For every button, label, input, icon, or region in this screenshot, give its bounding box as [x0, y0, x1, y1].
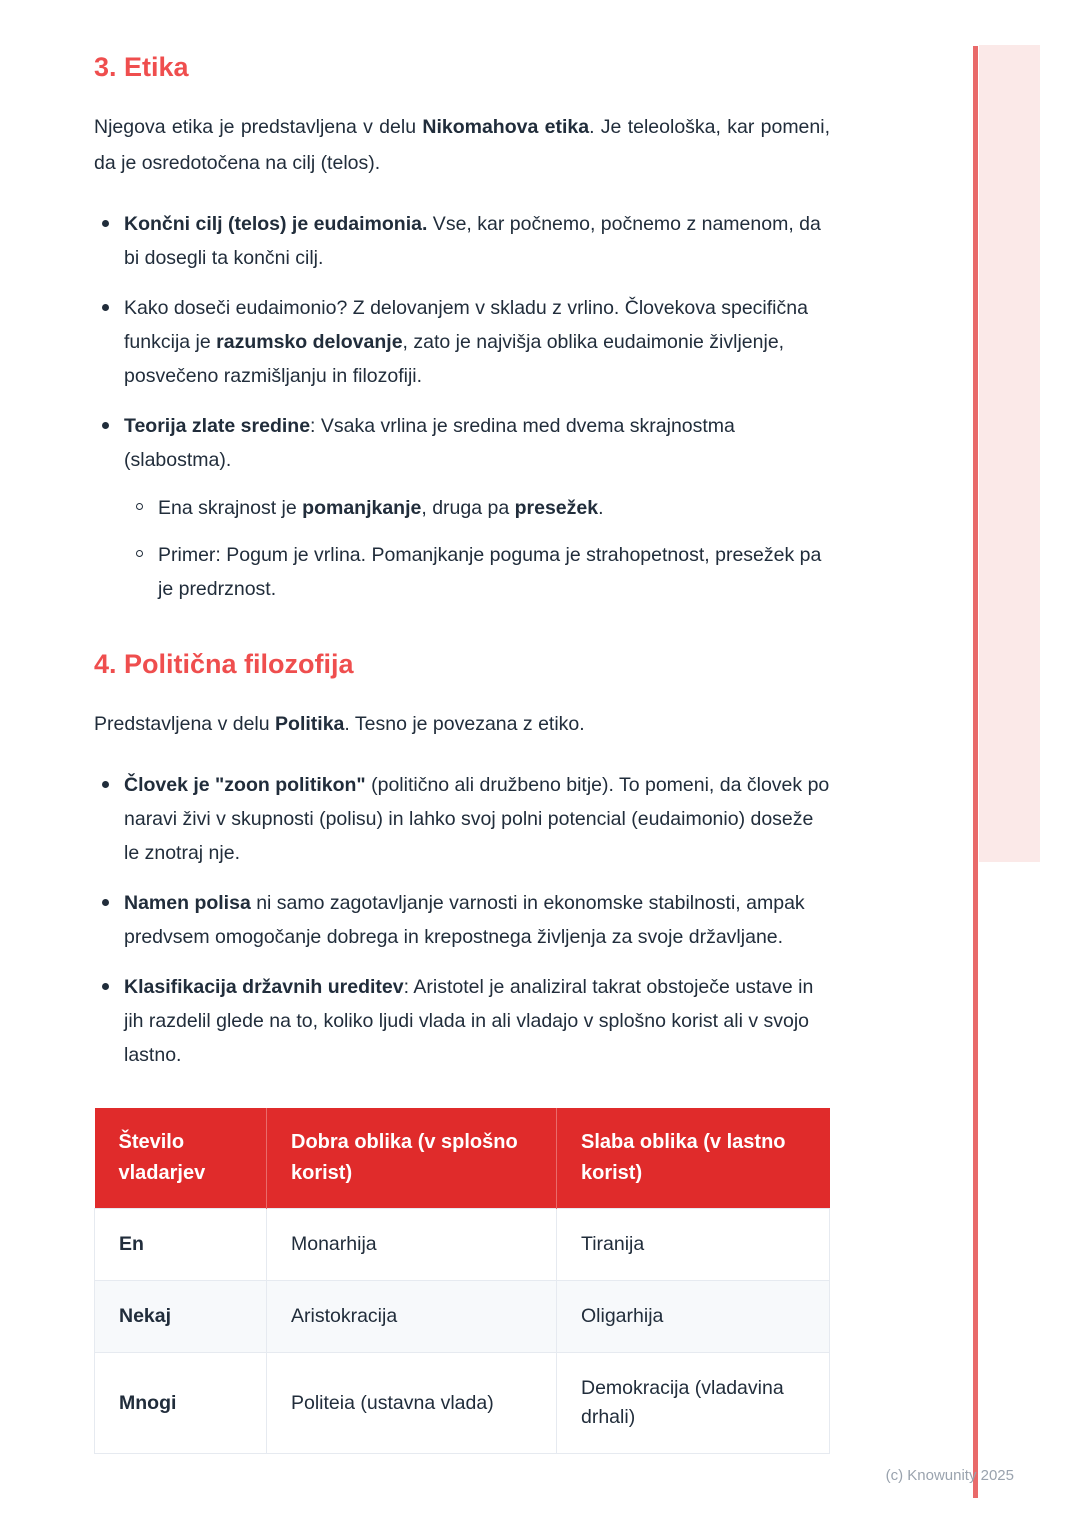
- section-heading-etika: 3. Etika: [94, 52, 189, 82]
- decorative-red-line: [973, 46, 978, 1498]
- section-heading-politicna-filozofija: 4. Politična filozofija: [94, 649, 354, 679]
- politika-intro-paragraph: [94, 706, 830, 742]
- text-run: : Aristotel je analiziral takrat obstoječe ustave in jih razdelil glede na to, koliko ljudi vlada in ali vladajo v splošno korist ali v svojo lastno.: [124, 976, 814, 1066]
- etika-bullet-list: [94, 207, 830, 606]
- politika-bullet-list: [94, 768, 830, 1072]
- table-cell: Aristokracija: [267, 1281, 557, 1353]
- table-cell: En: [95, 1209, 267, 1281]
- sub-list-item: [124, 491, 830, 525]
- bold-text-run: Nikomahova etika: [422, 116, 590, 138]
- bold-text-run: Namen polisa: [124, 892, 251, 914]
- text-run: ni samo zagotavljanje varnosti in ekonomske stabilnosti, ampak predvsem omogočanje dobrega in krepostnega življenja za svoje državljane.: [124, 892, 805, 948]
- text-run: . Je teleološka, kar pomeni, da je osredotočena na cilj (telos).: [94, 116, 830, 174]
- table-cell: Tiranija: [557, 1209, 830, 1281]
- text-run: Primer: Pogum je vrlina. Pomanjkanje poguma je strahopetnost, presežek pa je predrznost.: [158, 544, 822, 600]
- text-run: Vse, kar počnemo, počnemo z namenom, da bi dosegli ta končni cilj.: [124, 213, 821, 269]
- bold-text-run: Teorija zlate sredine: [124, 415, 311, 437]
- text-run: Njegova etika je predstavljena v delu: [94, 116, 423, 138]
- sub-list-item: [124, 538, 830, 606]
- table-row: [95, 1209, 830, 1281]
- bold-text-run: Končni cilj (telos) je eudaimonia.: [124, 213, 428, 235]
- etika-intro-paragraph: [94, 109, 830, 181]
- table-row: [95, 1281, 830, 1353]
- table-cell: Oligarhija: [557, 1281, 830, 1353]
- text-run: Ena skrajnost je: [158, 497, 303, 519]
- text-run: , druga pa: [421, 497, 515, 519]
- copyright-footer: (c) Knowunity 2025: [885, 1467, 1014, 1484]
- text-run: Kako doseči eudaimonio? Z delovanjem v skladu z vrlino. Človekova specifična funkcija je: [124, 297, 808, 353]
- table-cell: Politeia (ustavna vlada): [267, 1353, 557, 1454]
- table-header-row: [95, 1108, 830, 1209]
- list-item: [94, 970, 830, 1072]
- bold-text-run: pomanjkanje: [302, 497, 422, 519]
- bold-text-run: Politika: [275, 713, 345, 735]
- table-header-bad-form: Slaba oblika (v lastno korist): [557, 1108, 830, 1209]
- text-run: (politično ali družbeno bitje). To pomeni, da človek po naravi živi v skupnosti (polisu) in lahko svoj polni potencial (eudaimonio) doseže le znotraj nje.: [124, 774, 830, 864]
- government-forms-table: [94, 1108, 830, 1454]
- table-header-good-form: Dobra oblika (v splošno korist): [267, 1108, 557, 1209]
- decorative-pink-band: [979, 45, 1040, 862]
- list-item: [94, 886, 830, 954]
- bold-text-run: razumsko delovanje: [216, 331, 403, 353]
- text-run: Predstavljena v delu: [94, 713, 276, 735]
- text-run: . Tesno je povezana z etiko.: [344, 713, 585, 735]
- etika-sub-list: [124, 491, 830, 606]
- text-run: .: [598, 497, 604, 519]
- list-item: [94, 768, 830, 870]
- table-cell: Demokracija (vladavina drhali): [557, 1353, 830, 1454]
- document-content: [94, 45, 830, 1454]
- bold-text-run: Klasifikacija državnih ureditev: [124, 976, 404, 998]
- list-item: [94, 207, 830, 275]
- list-item: [94, 409, 830, 606]
- bold-text-run: presežek: [514, 497, 599, 519]
- text-run: : Vsaka vrlina je sredina med dvema skrajnostma (slabostma).: [124, 415, 735, 471]
- text-run: , zato je najvišja oblika eudaimonie življenje, posvečeno razmišljanju in filozofiji.: [124, 331, 785, 387]
- table-cell: Monarhija: [267, 1209, 557, 1281]
- list-item: [94, 291, 830, 393]
- table-cell: Nekaj: [95, 1281, 267, 1353]
- table-header-rulers: Število vladarjev: [95, 1108, 267, 1209]
- table-row: [95, 1353, 830, 1454]
- bold-text-run: Človek je "zoon politikon": [124, 774, 366, 796]
- table-cell: Mnogi: [95, 1353, 267, 1454]
